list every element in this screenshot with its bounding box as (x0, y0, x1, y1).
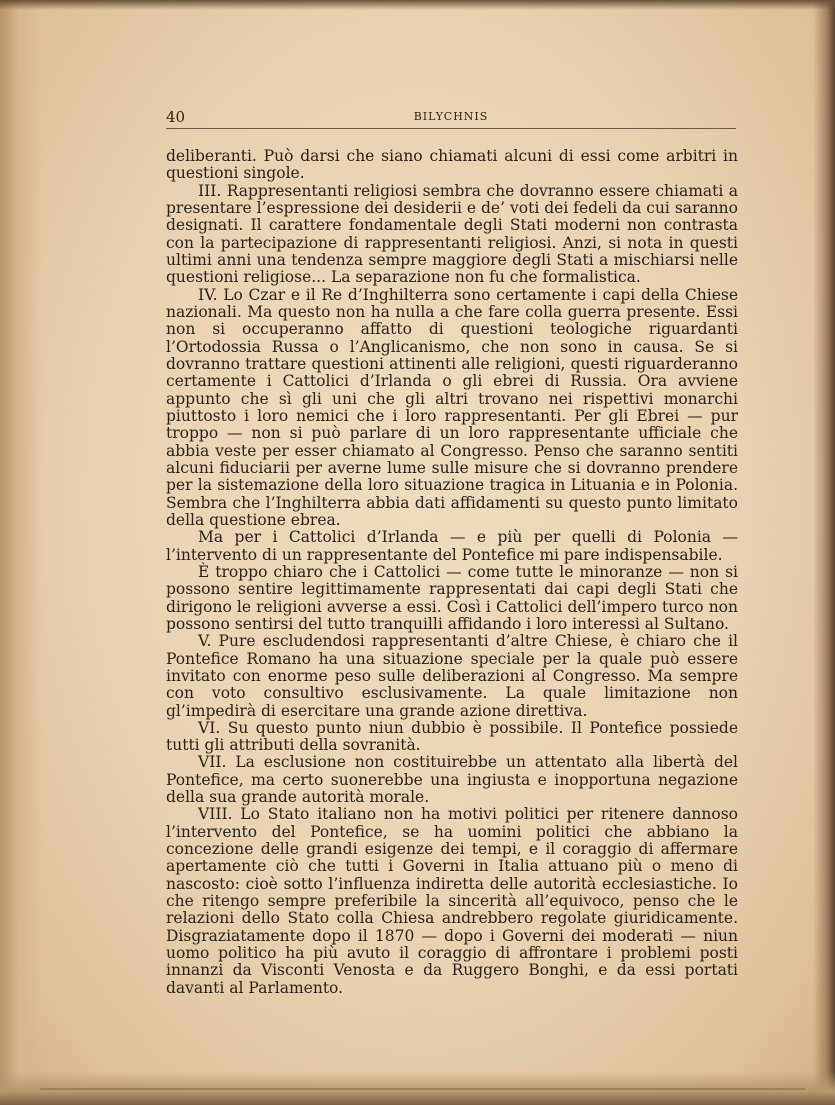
running-head (166, 108, 736, 128)
bottom-border-line (40, 1088, 805, 1090)
page-top-edge (0, 0, 835, 10)
paragraph-v: V. Pure escludendosi rappresentanti d’altre Chiese, è chiaro che il Pontefice Romano ha una situazione speciale per la quale può essere invitato con enorme peso sulle deliberazioni al Congresso. Ma sempre con voto consultivo esclusivamente. La quale limitazione non gl’impedirà di esercitare una grande azione direttiva. (166, 632, 738, 720)
paragraph-vii: VII. La esclusione non costituirebbe un attentato alla libertà del Pontefice, ma certo suonerebbe una ingiusta e inopportuna negazione della sua grande autorità morale. (166, 753, 738, 807)
journal-title: BILYCHNIS (413, 110, 489, 123)
paragraph-iv: IV. Lo Czar e il Re d’Inghilterra sono certamente i capi della Chiese nazionali. Ma questo non ha nulla a che fare colla guerra presente. Essi non si occuperanno affatto di questioni teologiche riguardanti l’Ortodossia Russa o l’Anglicanismo, che non sono in causa. Se si dovranno trattare questioni attinenti alle religioni, questi riguarderanno certamente i Cattolici d’Irlanda o gli ebrei di Russia. Ora avviene appunto che sì gli uni che gli altri trovano nei rispettivi monarchi piuttosto i loro nemici che i loro rappresentanti. Per gli Ebrei — pur troppo — non si può parlare di un loro rappresentante ufficiale che abbia veste per esser chiamato al Congresso. Penso che saranno sentiti alcuni fiduciarii per averne lume sulle misure che si dovranno prendere per la sistemazione della loro situazione tragica in Lituania e in Polonia. Sembra che l’Inghilterra abbia dati affidamenti su questo punto limitato della questione ebrea. (166, 285, 738, 529)
body-text (166, 148, 738, 997)
paragraph-iii: III. Rappresentanti religiosi sembra che dovranno essere chiamati a presentare l’espressione dei desiderii e de’ voti dei fedeli da cui saranno designati. Il carattere fondamentale degli Stati moderni non contrasta con la partecipazione di rappresentanti religiosi. Anzi, si nota in questi ultimi anni una tendenza sempre maggiore degli Stati a mischiarsi nelle questioni religiose... La separazione non fu che formalistica. (166, 181, 738, 287)
page-number: 40 (166, 108, 186, 126)
paragraph-viii: VIII. Lo Stato italiano non ha motivi politici per ritenere dannoso l’intervento del Pontefice, se ha uomini politici che abbiano la concezione delle grandi esigenze dei tempi, e il coraggio di affermare apertamente ciò che tutti i Governi in Italia attuano più o meno di nascosto: cioè sotto l’influenza indiretta delle autorità ecclesiastiche. Io che ritengo sempre preferibile la sincerità all’equivoco, penso che le relazioni dello Stato colla Chiesa andrebbero regolate giuridicamente. Disgraziatamente dopo il 1870 — dopo i Governi dei moderati — niun uomo politico ha più avuto il coraggio di affrontare i problemi posti innanzi da Visconti Venosta e da Ruggero Bonghi, e da essi portati davanti al Parlamento. (166, 805, 738, 997)
paragraph-vi: VI. Su questo punto niun dubbio è possibile. Il Pontefice possiede tutti gli attributi della sovranità. (166, 718, 738, 755)
paragraph-continuation: deliberanti. Può darsi che siano chiamati alcuni di essi come arbitri in questioni singole. (166, 147, 738, 183)
paragraph-minoranze: È troppo chiaro che i Cattolici — come tutte le minoranze — non si possono sentire legittimamente rappresentati dai capi degli Stati che dirigono le religioni avverse a essi. Così i Cattolici dell’impero turco non possono sentirsi del tutto tranquilli affidando i loro interessi al Sultano. (166, 562, 738, 633)
binding-edge (0, 0, 42, 1105)
page-right-edge (813, 0, 835, 1105)
paragraph-irlanda-polonia: Ma per i Cattolici d’Irlanda — e più per quelli di Polonia — l’intervento di un rappresentante del Pontefice mi pare indispensabile. (166, 528, 738, 564)
header-rule (166, 128, 736, 129)
